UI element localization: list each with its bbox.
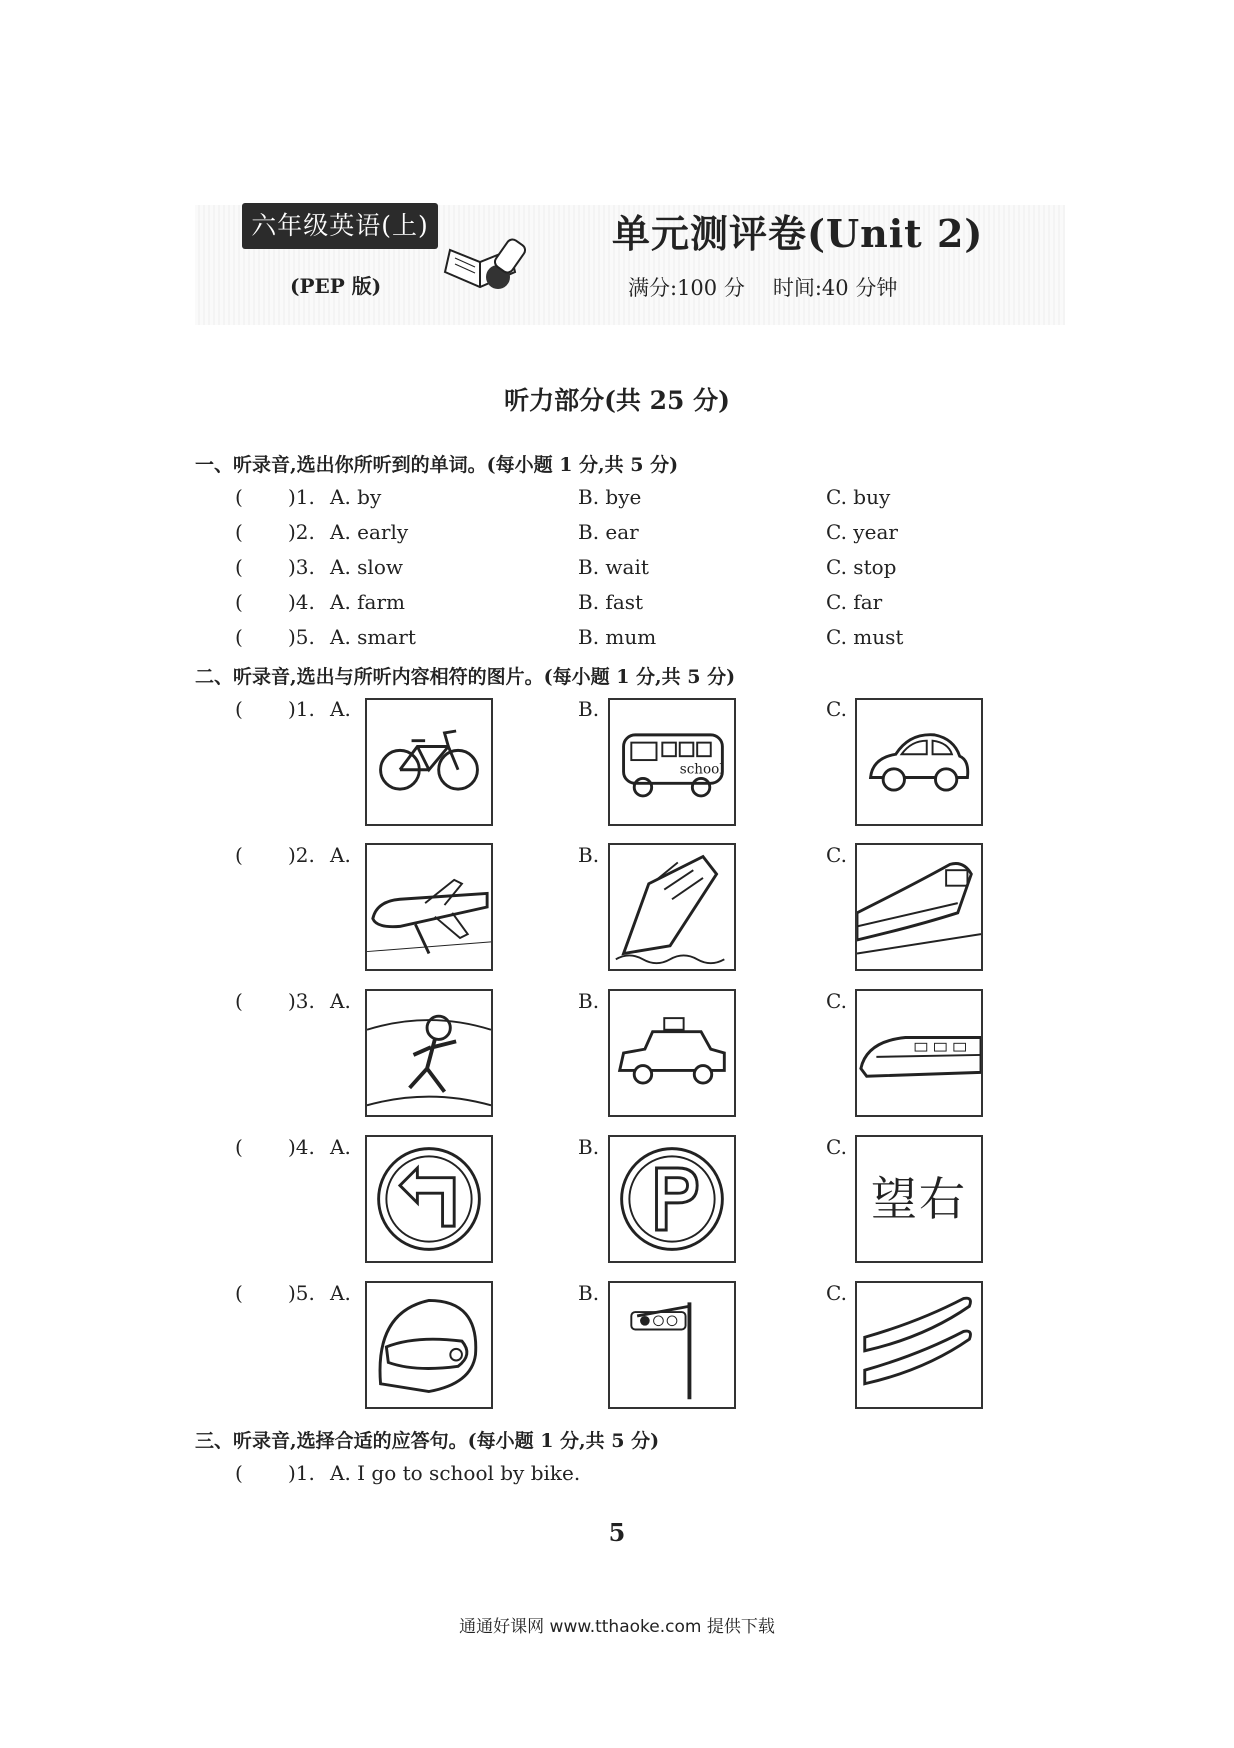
part2-heading: 二、听录音,选出与所听内容相符的图片。(每小题 1 分,共 5 分) — [195, 666, 736, 688]
question-number: )3. — [288, 989, 315, 1013]
question-number: )5. — [288, 1281, 315, 1305]
question-number: )5. — [288, 625, 315, 649]
option-a-label: A. — [330, 1281, 351, 1305]
full-score: 满分:100 分 — [628, 276, 745, 300]
option-b-label: B. — [578, 697, 600, 721]
question-number: )1. — [288, 485, 315, 509]
car-icon[interactable] — [855, 698, 983, 826]
option-a-label: A. — [330, 697, 351, 721]
exam-time: 时间:40 分钟 — [772, 276, 898, 300]
ship-icon[interactable] — [608, 843, 736, 971]
bullet-train-icon[interactable] — [855, 989, 983, 1117]
option-c: C. year — [826, 520, 898, 544]
grade-label: 六年级英语(上) — [242, 203, 438, 249]
option-c-label: C. — [826, 989, 847, 1013]
plane-icon[interactable] — [365, 843, 493, 971]
option-a-label: A. — [330, 1135, 351, 1159]
option-a-label: A. — [330, 989, 351, 1013]
answer-blank[interactable]: ( — [235, 1135, 243, 1159]
option-c-label: C. — [826, 697, 847, 721]
helmet-icon[interactable] — [365, 1281, 493, 1409]
question-number: )4. — [288, 1135, 315, 1159]
option-b-label: B. — [578, 1281, 600, 1305]
option-b-label: B. — [578, 1135, 600, 1159]
page-number: 5 — [608, 1518, 626, 1547]
answer-blank[interactable]: ( — [235, 697, 243, 721]
answer-blank[interactable]: ( — [235, 843, 243, 867]
question-number: )1. — [288, 697, 315, 721]
option-a: A. early — [330, 520, 409, 544]
option-b: B. bye — [578, 485, 642, 509]
look-right-sign[interactable]: 望右 — [855, 1135, 983, 1263]
footer-credit: 通通好课网 www.tthaoke.com 提供下载 — [459, 1617, 775, 1637]
traffic-light-icon[interactable] — [608, 1281, 736, 1409]
bicycle-icon[interactable] — [365, 698, 493, 826]
listening-section-title: 听力部分(共 25 分) — [504, 386, 730, 415]
answer-blank[interactable]: ( — [235, 590, 243, 614]
bus-text: school — [679, 761, 724, 778]
option-a: A. smart — [330, 625, 416, 649]
option-a: A. farm — [330, 590, 406, 614]
parking-sign-icon[interactable] — [608, 1135, 736, 1263]
answer-blank[interactable]: ( — [235, 520, 243, 544]
running-boy-icon[interactable] — [365, 989, 493, 1117]
option-a: A. by — [330, 485, 382, 509]
option-c-label: C. — [826, 843, 847, 867]
answer-blank[interactable]: ( — [235, 989, 243, 1013]
page-title: 单元测评卷(Unit 2) — [612, 211, 984, 256]
option-c-label: C. — [826, 1281, 847, 1305]
exam-meta — [628, 272, 897, 302]
question-number: )2. — [288, 520, 315, 544]
train-icon[interactable] — [855, 843, 983, 971]
question-number: )3. — [288, 555, 315, 579]
option-c: C. stop — [826, 555, 897, 579]
answer-blank[interactable]: ( — [235, 625, 243, 649]
answer-blank[interactable]: ( — [235, 555, 243, 579]
answer-blank[interactable]: ( — [235, 485, 243, 509]
question-number: )2. — [288, 843, 315, 867]
turn-left-sign-icon[interactable] — [365, 1135, 493, 1263]
answer-blank[interactable]: ( — [235, 1461, 243, 1485]
edition-label: (PEP 版) — [290, 274, 382, 298]
option-b: B. wait — [578, 555, 649, 579]
taxi-icon[interactable] — [608, 989, 736, 1117]
school-bus-icon[interactable] — [608, 698, 736, 826]
option-c: C. must — [826, 625, 904, 649]
part1-heading: 一、听录音,选出你所听到的单词。(每小题 1 分,共 5 分) — [195, 454, 679, 476]
option-a: A. slow — [330, 555, 403, 579]
option-a-label: A. — [330, 843, 351, 867]
question-number: )1. — [288, 1461, 315, 1485]
option-c: C. buy — [826, 485, 891, 509]
answer-blank[interactable]: ( — [235, 1281, 243, 1305]
option-a: A. I go to school by bike. — [330, 1461, 581, 1485]
option-c-label: C. — [826, 1135, 847, 1159]
option-b-label: B. — [578, 989, 600, 1013]
zebra-crossing-icon[interactable] — [855, 1281, 983, 1409]
option-b-label: B. — [578, 843, 600, 867]
option-b: B. ear — [578, 520, 639, 544]
part3-heading: 三、听录音,选择合适的应答句。(每小题 1 分,共 5 分) — [195, 1430, 660, 1452]
option-b: B. fast — [578, 590, 644, 614]
option-b: B. mum — [578, 625, 657, 649]
option-c: C. far — [826, 590, 883, 614]
question-number: )4. — [288, 590, 315, 614]
book-magnifier-icon — [440, 232, 540, 306]
